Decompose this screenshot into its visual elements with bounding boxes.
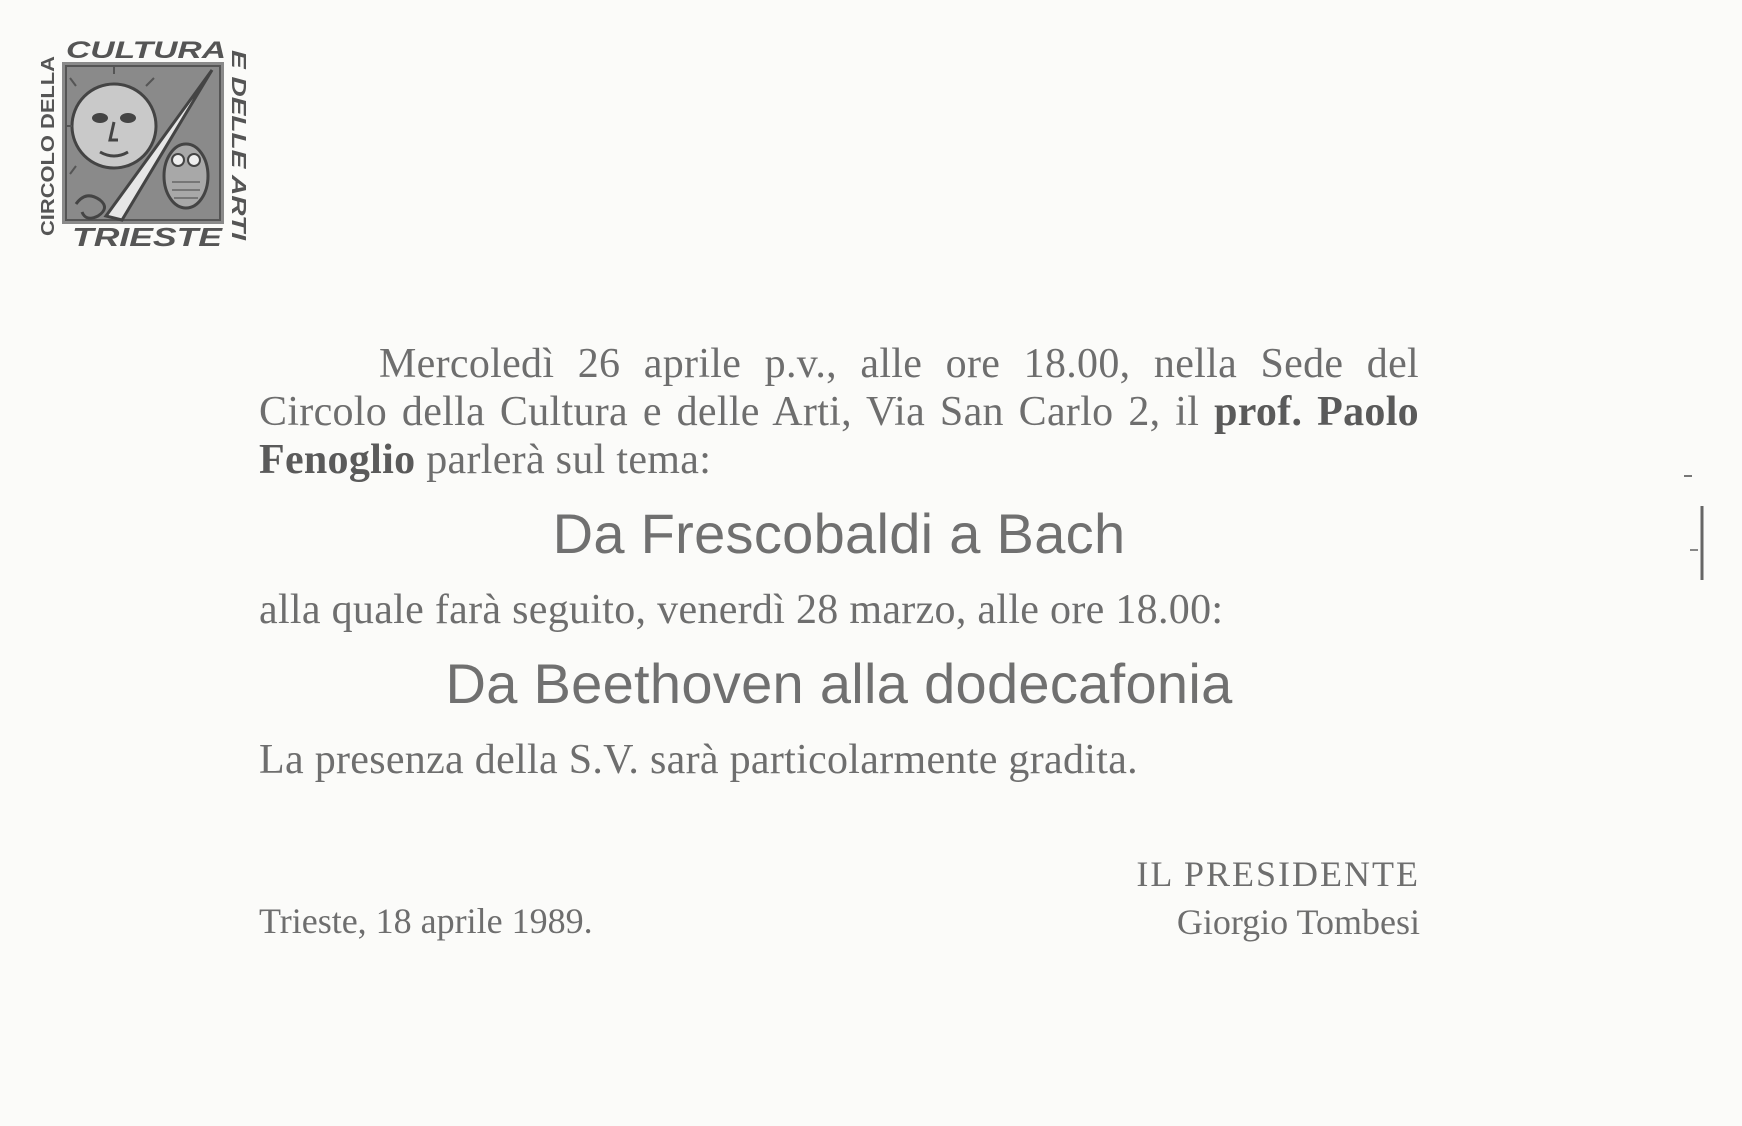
svg-text:CULTURA: CULTURA [66,37,226,64]
intro-end: parlerà sul tema: [426,437,712,483]
staple-marks [1678,470,1708,590]
circolo-logo [36,36,250,258]
svg-text:TRIESTE: TRIESTE [72,222,223,252]
signature-role: IL PRESIDENTE [1136,854,1420,894]
lecture-title-2: Da Beethoven alla dodecafonia [445,652,1233,715]
signature-block [1120,850,1420,946]
date-line: Trieste, 18 aprile 1989. [259,901,593,941]
svg-text:CIRCOLO DELLA: CIRCOLO DELLA [38,88,58,236]
signature-name: Giorgio Tombesi [1176,902,1420,942]
followup-line: alla quale farà seguito, venerdì 28 marzo, alle ore 18.00: [259,587,1224,633]
closing-line: La presenza della S.V. sarà particolarmente gradita. [259,737,1138,783]
intro-paragraph [259,340,1419,484]
svg-text:E DELLE ARTI: E DELLE ARTI [227,50,249,186]
invitation-body [259,340,1419,784]
intro-text: Mercoledì 26 aprile p.v., alle ore 18.00, nella Sede del Circolo della Cultura e delle Arti, Via San Carlo 2, il [259,341,1419,435]
lecture-title-1: Da Frescobaldi a Bach [552,502,1126,565]
speaker-name: prof. Paolo Fenoglio [259,389,1419,483]
